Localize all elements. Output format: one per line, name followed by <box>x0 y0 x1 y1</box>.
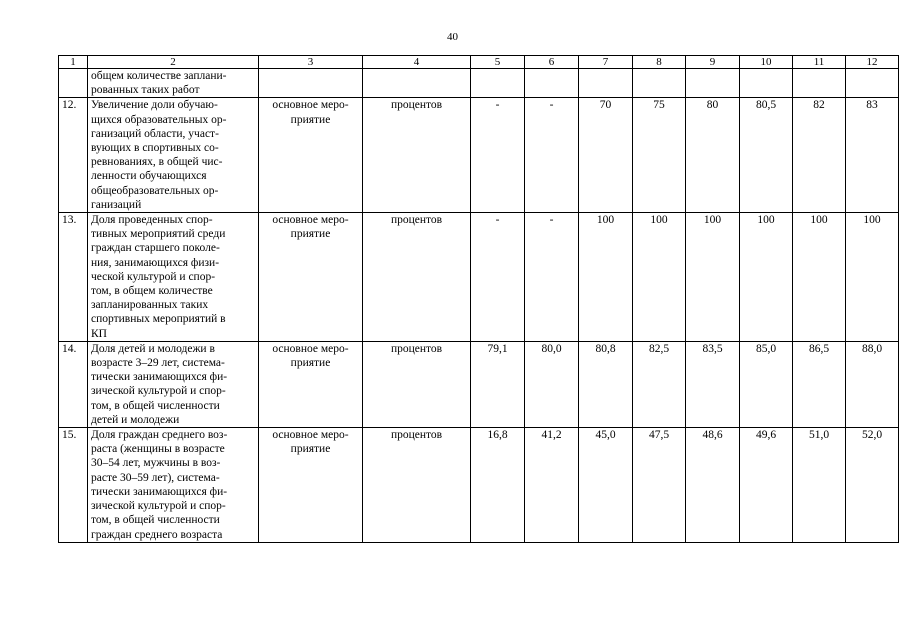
indicators-table <box>58 55 899 543</box>
value-cell: 100 <box>579 213 633 342</box>
value-cell: 41,2 <box>525 428 579 543</box>
indicator-type: основное меро- приятие <box>259 428 363 543</box>
unit-of-measure: процентов <box>363 98 471 213</box>
column-header: 5 <box>471 56 525 69</box>
value-cell: 80,5 <box>740 98 793 213</box>
value-cell: 82 <box>793 98 846 213</box>
value-cell: 75 <box>633 98 686 213</box>
value-cell: 48,6 <box>686 428 740 543</box>
value-cell: 85,0 <box>740 341 793 427</box>
row-number: 13. <box>59 213 88 342</box>
value-cell: 83 <box>846 98 899 213</box>
row-number: 14. <box>59 341 88 427</box>
unit-of-measure: процентов <box>363 428 471 543</box>
row-number: 12. <box>59 98 88 213</box>
value-cell: 100 <box>740 213 793 342</box>
column-header: 2 <box>88 56 259 69</box>
column-header: 12 <box>846 56 899 69</box>
indicator-name: Увеличение доли обучаю- щихся образовательных ор- ганизаций области, участ- вующих в спортивных со- ревнованиях, в общей чис- ленности обучающихся общеобразовательных ор- ганизаций <box>88 98 259 213</box>
value-cell: - <box>471 213 525 342</box>
indicator-name: Доля граждан среднего воз- раста (женщины в возрасте 30–54 лет, мужчины в воз- расте 30–59 лет), система- тически занимающихся фи- зической культурой и спор- том, в общей численности граждан среднего возраста <box>88 428 259 543</box>
value-cell: 80,0 <box>525 341 579 427</box>
indicator-name: Доля детей и молодежи в возрасте 3–29 лет, система- тически занимающихся фи- зической культурой и спор- том, в общей численности детей и молодежи <box>88 341 259 427</box>
indicator-name: Доля проведенных спор- тивных мероприятий среди граждан старшего поколе- ния, занимающихся физи- ческой культурой и спор- том, в общем количестве запланированных таких спортивных мероприятий в КП <box>88 213 259 342</box>
value-cell: - <box>525 213 579 342</box>
indicator-type: основное меро- приятие <box>259 341 363 427</box>
unit-of-measure: процентов <box>363 341 471 427</box>
header-row <box>59 56 899 69</box>
value-cell: 49,6 <box>740 428 793 543</box>
column-header: 6 <box>525 56 579 69</box>
value-cell: 83,5 <box>686 341 740 427</box>
value-cell: 45,0 <box>579 428 633 543</box>
value-cell: 16,8 <box>471 428 525 543</box>
value-cell: 100 <box>846 213 899 342</box>
row-number: 15. <box>59 428 88 543</box>
value-cell: - <box>525 98 579 213</box>
value-cell: 47,5 <box>633 428 686 543</box>
value-cell: 79,1 <box>471 341 525 427</box>
column-header: 1 <box>59 56 88 69</box>
column-header: 8 <box>633 56 686 69</box>
value-cell: 88,0 <box>846 341 899 427</box>
value-cell: 100 <box>686 213 740 342</box>
column-header: 11 <box>793 56 846 69</box>
table-row <box>59 98 899 213</box>
unit-of-measure: процентов <box>363 213 471 342</box>
continuation-text: общем количестве заплани- рованных таких работ <box>88 69 259 98</box>
value-cell: 100 <box>633 213 686 342</box>
value-cell: 100 <box>793 213 846 342</box>
table-row <box>59 213 899 342</box>
column-header: 9 <box>686 56 740 69</box>
table-row <box>59 428 899 543</box>
table-row <box>59 341 899 427</box>
value-cell: 51,0 <box>793 428 846 543</box>
value-cell: 82,5 <box>633 341 686 427</box>
value-cell: 86,5 <box>793 341 846 427</box>
indicator-type: основное меро- приятие <box>259 213 363 342</box>
column-header: 7 <box>579 56 633 69</box>
column-header: 10 <box>740 56 793 69</box>
value-cell: 80,8 <box>579 341 633 427</box>
value-cell: 80 <box>686 98 740 213</box>
value-cell: - <box>471 98 525 213</box>
page-number: 40 <box>447 31 458 43</box>
value-cell: 52,0 <box>846 428 899 543</box>
column-header: 3 <box>259 56 363 69</box>
indicator-type: основное меро- приятие <box>259 98 363 213</box>
column-header: 4 <box>363 56 471 69</box>
continuation-row <box>59 69 899 98</box>
value-cell: 70 <box>579 98 633 213</box>
